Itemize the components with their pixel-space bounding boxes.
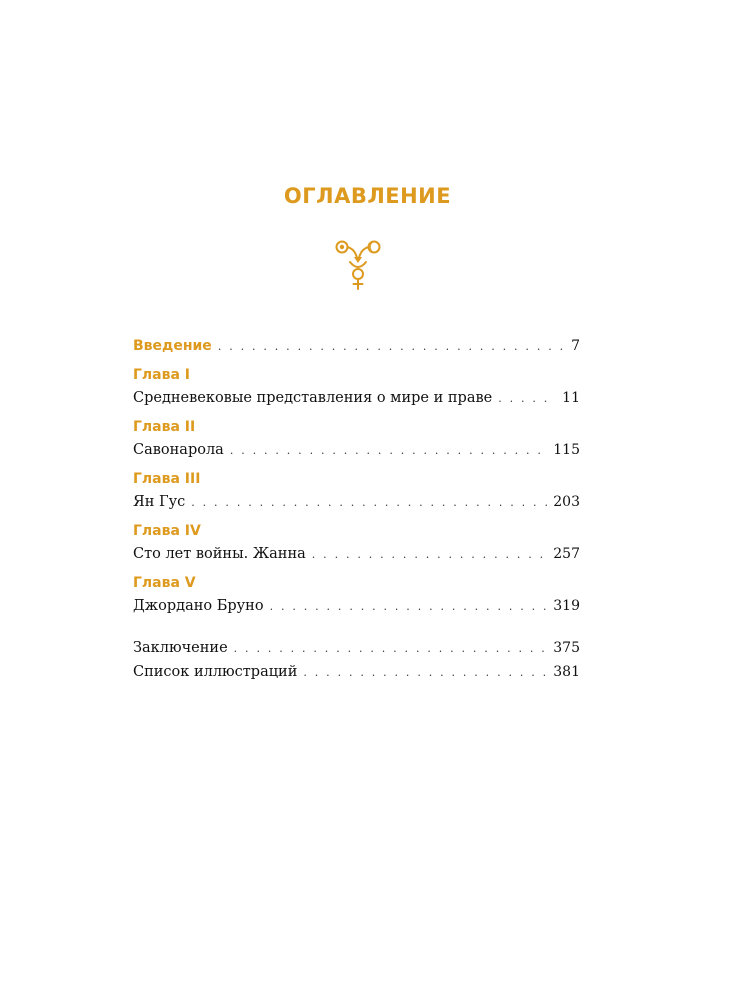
toc-page-number: 7 — [571, 338, 580, 354]
dot-leader — [270, 595, 548, 619]
toc-page-number: 257 — [553, 546, 580, 562]
section-spacer — [133, 618, 580, 636]
toc-page-number: 381 — [553, 664, 580, 680]
toc-page-number: 11 — [562, 390, 580, 406]
dot-leader — [303, 661, 547, 685]
toc-page-number: 375 — [553, 640, 580, 656]
toc-entry-label: Введение — [133, 338, 212, 354]
toc-entry-illustrations[interactable] — [133, 660, 580, 684]
toc-page-number: 203 — [553, 494, 580, 510]
toc-entry-chapter-4[interactable] — [133, 542, 580, 566]
chapter-label: Глава I — [133, 367, 191, 383]
toc-entry-conclusion[interactable] — [133, 636, 580, 660]
toc-entry-label: Ян Гус — [133, 494, 186, 510]
toc-entry-label: Савонарола — [133, 442, 224, 458]
page-title: ОГЛАВЛЕНИЕ — [283, 184, 452, 208]
toc-entry-intro[interactable] — [133, 334, 580, 358]
toc-entry-chapter-2[interactable] — [133, 438, 580, 462]
toc-entry-label: Сто лет войны. Жанна — [133, 546, 306, 562]
dot-leader — [234, 637, 548, 661]
toc-entry-label: Джордано Бруно — [133, 598, 264, 614]
chapter-label: Глава II — [133, 419, 196, 435]
chapter-label: Глава III — [133, 471, 201, 487]
dot-leader — [312, 543, 547, 567]
dot-leader — [230, 439, 547, 463]
toc-page-number: 319 — [553, 598, 580, 614]
dot-leader — [218, 335, 565, 359]
chapter-label: Глава IV — [133, 523, 201, 539]
toc-entry-chapter-5[interactable] — [133, 594, 580, 618]
table-of-contents — [133, 334, 580, 684]
toc-entry-chapter-1[interactable] — [133, 386, 580, 410]
alchemical-emblem-icon — [333, 236, 383, 292]
toc-entry-chapter-3[interactable] — [133, 490, 580, 514]
toc-entry-label: Заключение — [133, 640, 228, 656]
toc-page-number: 115 — [553, 442, 580, 458]
dot-leader — [191, 491, 547, 515]
chapter-label: Глава V — [133, 575, 196, 591]
toc-entry-label: Средневековые представления о мире и праве — [133, 390, 493, 406]
toc-entry-label: Список иллюстраций — [133, 664, 298, 680]
dot-leader — [498, 387, 556, 411]
